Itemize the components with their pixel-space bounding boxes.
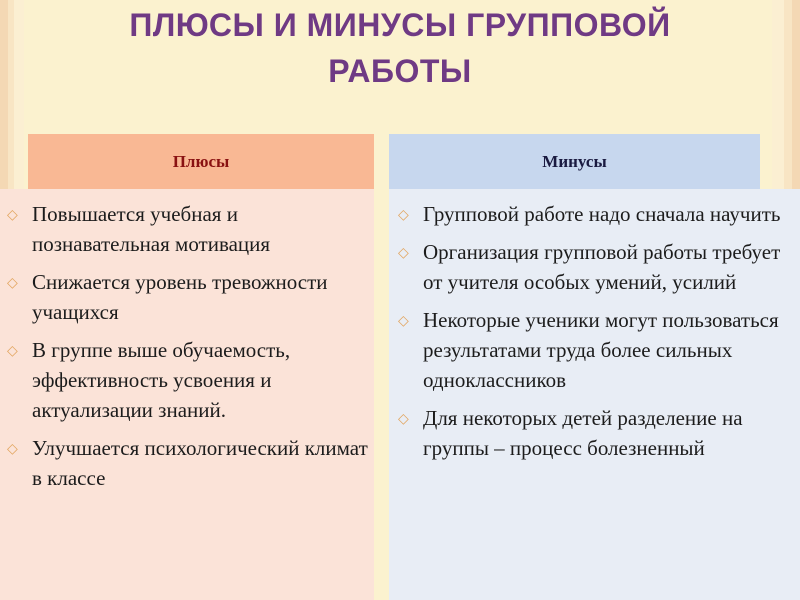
pros-list-item [7, 335, 368, 425]
hollow-diamond-bullet-icon: ◇ [7, 275, 18, 291]
pros-list [7, 199, 368, 493]
cons-list-item [398, 237, 796, 297]
cons-list-item [398, 305, 796, 395]
hollow-diamond-bullet-icon: ◇ [7, 441, 18, 457]
cons-list-item [398, 199, 796, 229]
pros-list-item [7, 199, 368, 259]
slide-title: ПЛЮСЫ И МИНУСЫ ГРУППОВОЙ РАБОТЫ [129, 7, 671, 89]
pros-item-text: Улучшается психологический климат в классе [32, 436, 368, 490]
pros-item-text: Повышается учебная и познавательная мотивация [32, 202, 271, 256]
cons-item-text: Организация групповой работы требует от учителя особых умений, усилий [423, 240, 781, 294]
hollow-diamond-bullet-icon: ◇ [398, 207, 409, 223]
hollow-diamond-bullet-icon: ◇ [398, 411, 409, 427]
pros-item-text: В группе выше обучаемость, эффективность усвоения и актуализации знаний. [32, 338, 291, 422]
hollow-diamond-bullet-icon: ◇ [398, 313, 409, 329]
cons-column-header [389, 134, 760, 189]
pros-header-label: Плюсы [172, 151, 230, 171]
pros-list-item [7, 267, 368, 327]
pros-item-text: Снижается уровень тревожности учащихся [32, 270, 328, 324]
pros-column-header [28, 134, 374, 189]
hollow-diamond-bullet-icon: ◇ [7, 207, 18, 223]
pros-column-body [0, 189, 374, 600]
cons-list-item [398, 403, 796, 463]
hollow-diamond-bullet-icon: ◇ [7, 343, 18, 359]
pros-list-item [7, 433, 368, 493]
cons-list [398, 199, 796, 463]
cons-item-text: Групповой работе надо сначала научить [423, 202, 781, 226]
hollow-diamond-bullet-icon: ◇ [398, 245, 409, 261]
cons-item-text: Некоторые ученики могут пользоваться результатами труда более сильных одноклассников [423, 308, 779, 392]
cons-item-text: Для некоторых детей разделение на группы – процесс болезненный [423, 406, 743, 460]
cons-header-label: Минусы [542, 151, 607, 171]
cons-column-body [389, 189, 800, 600]
